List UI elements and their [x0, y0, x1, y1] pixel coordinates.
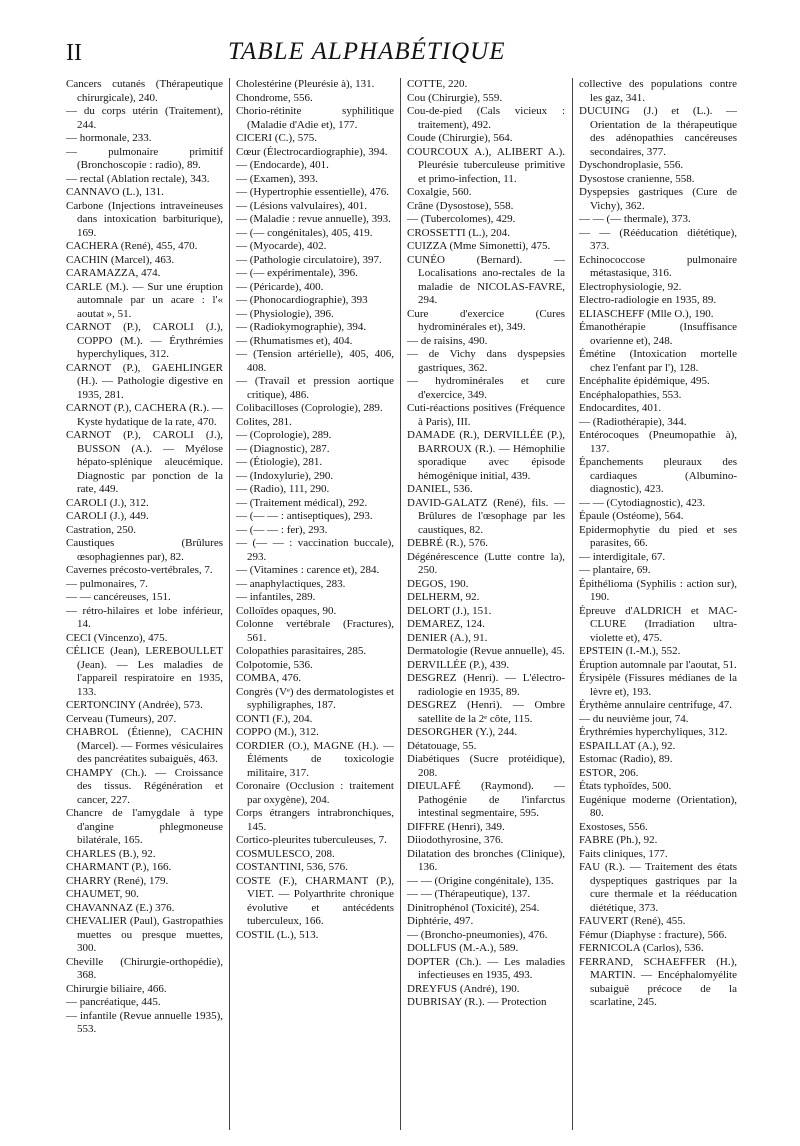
index-entry: Dysostose cranienne, 558. [579, 172, 695, 185]
index-entry: CHARRY (René), 179. [66, 874, 169, 887]
index-entry: — rectal (Ablation rectale), 343. [66, 172, 210, 185]
index-entry: FERRAND, SCHAEFFER (H.), MARTIN. — Encéphalomyélite subaiguë précoce de la scarlatine, 245. [579, 955, 737, 1008]
index-entry: FAU (R.). — Traitement des états dyspeptiques gastriques par la cure thermale et la rééducation diététique, 373. [579, 861, 737, 914]
index-entry: — (Vitamines : carence et), 284. [236, 564, 380, 576]
index-entry: COSMULESCO, 208. [236, 847, 335, 860]
index-entry: Chancre de l'amygdale à type d'angine phlegmoneuse bilatérale, 165. [66, 807, 223, 846]
index-entry: Cholestérine (Pleurésie à), 131. [236, 78, 375, 90]
index-entry: — — (— thermale), 373. [579, 213, 691, 225]
index-entry: ESTOR, 206. [579, 766, 639, 779]
index-entry: Émétine (Intoxication mortelle chez l'enfant par l'), 128. [579, 348, 737, 374]
index-entry: — (Myocarde), 402. [236, 240, 327, 252]
index-entry: COSTANTINI, 536, 576. [236, 861, 348, 873]
index-entry: Dyschondroplasie, 556. [579, 159, 684, 171]
index-entry: — — (Cytodiagnostic), 423. [579, 496, 706, 509]
index-entry: collective des populations contre les gaz, 341. [579, 78, 737, 104]
column-divider [229, 78, 230, 1130]
index-entry: Cuti-réactions positives (Fréquence à Paris), III. [407, 402, 565, 428]
index-entry: Congrès (Vᵉ) des dermatologistes et syphiligraphes, 187. [236, 685, 394, 711]
index-entry: — plantaire, 69. [579, 564, 651, 576]
index-entry: Colibacilloses (Coprologie), 289. [236, 402, 383, 414]
index-entry: États typhoïdes, 500. [579, 780, 672, 792]
index-entry: — interdigitale, 67. [579, 550, 666, 563]
index-entry: Endocardites, 401. [579, 402, 662, 414]
index-entry: Dyspepsies gastriques (Cure de Vichy), 362. [579, 186, 737, 212]
index-entry: Dermatologie (Revue annuelle), 45. [407, 645, 565, 657]
index-entry: Cœur (Électrocardiographie), 394. [236, 145, 388, 158]
index-entry: CACHIN (Marcel), 463. [66, 253, 175, 266]
index-entry: Echinococcose pulmonaire métastasique, 316. [579, 253, 737, 279]
index-entry: Émanothérapie (Insuffisance ovarienne et), 248. [579, 321, 737, 347]
index-entry: COSTE (F.), CHARMANT (P.), VIET. — Polyarthrite chronique évolutive et antécédents tuberculeux, 166. [236, 874, 394, 927]
index-entry: Épithélioma (Syphilis : action sur), 190. [579, 577, 737, 603]
index-entry: CERTONCINY (Andrée), 573. [66, 699, 203, 711]
index-entry: — anaphylactiques, 283. [236, 577, 346, 590]
index-entry: — (— expérimentale), 396. [236, 267, 358, 279]
index-entry: Colloïdes opaques, 90. [236, 604, 337, 617]
index-entry: DENIER (A.), 91. [407, 631, 488, 644]
index-entry: CÉLICE (Jean), LEREBOULLET (Jean). — Les maladies de l'appareil respiratoire en 1935, 133. [66, 645, 223, 698]
index-entry: Diiodothyrosine, 376. [407, 834, 504, 846]
index-entry: Dilatation des bronches (Clinique), 136. [407, 847, 565, 873]
index-entry: DEMAREZ, 124. [407, 618, 485, 630]
index-entry: DREYFUS (André), 190. [407, 982, 520, 995]
index-entry: Coronaire (Occlusion : traitement par oxygène), 204. [236, 780, 394, 806]
index-entry: Epidermophytie du pied et ses parasites, 66. [579, 523, 737, 549]
index-entry: COTTE, 220. [407, 78, 468, 90]
index-entry: Cortico-pleurites tuberculeuses, 7. [236, 834, 387, 846]
index-entry: — infantiles, 289. [236, 591, 316, 603]
index-column-2 [236, 78, 394, 1128]
index-column-1 [66, 78, 223, 1128]
index-entry: Chorio-rétinite syphilitique (Maladie d'Adie et), 177. [236, 105, 394, 131]
index-entry: Encéphalopathies, 553. [579, 388, 682, 401]
index-entry: Eugénique moderne (Orientation), 80. [579, 793, 737, 819]
index-entry: — pancréatique, 445. [66, 996, 161, 1008]
index-entry: Érysipèle (Fissures médianes de la lèvre et), 193. [579, 672, 737, 698]
index-entry: — (Coprologie), 289. [236, 429, 332, 441]
index-entry: — (Maladie : revue annuelle), 393. [236, 213, 391, 225]
index-entry: — — cancéreuses, 151. [66, 591, 171, 603]
index-entry: — du corps utérin (Traitement), 244. [66, 105, 223, 131]
index-column-3 [407, 78, 565, 1128]
index-entry: Caustiques (Brûlures œsophagiennes par), 82. [66, 537, 223, 563]
index-entry: CANNAVO (L.), 131. [66, 186, 164, 198]
index-entry: — (Physiologie), 396. [236, 307, 334, 320]
index-entry: DERVILLÉE (P.), 439. [407, 658, 510, 671]
index-entry: — (Radio), 111, 290. [236, 483, 330, 495]
index-entry: Diabétiques (Sucre protéidique), 208. [407, 753, 565, 779]
index-entry: CAROLI (J.), 312. [66, 496, 149, 509]
index-entry: — (Endocarde), 401. [236, 159, 329, 171]
index-entry: — infantile (Revue annuelle 1935), 553. [66, 1009, 223, 1035]
index-entry: — (— — : vaccination buccale), 293. [236, 537, 394, 563]
index-entry: CACHERA (René), 455, 470. [66, 240, 198, 252]
index-entry: CHAVANNAZ (E.) 376. [66, 901, 175, 914]
index-entry: Cerveau (Tumeurs), 207. [66, 712, 177, 725]
index-entry: Éruption automnale par l'aoutat, 51. [579, 658, 737, 671]
index-entry: DESGREZ (Henri). — Ombre satellite de la 2ᵉ côte, 115. [407, 699, 565, 725]
index-entry: CROSSETTI (L.), 204. [407, 226, 510, 239]
index-entry: — (Tension artérielle), 405, 406, 408. [236, 348, 394, 374]
index-entry: Coude (Chirurgie), 564. [407, 132, 513, 144]
index-entry: — (Pathologie circulatoire), 397. [236, 253, 382, 266]
index-entry: Entérocoques (Pneumopathie à), 137. [579, 429, 737, 455]
index-entry: Chirurgie biliaire, 466. [66, 982, 167, 995]
index-entry: Cancers cutanés (Thérapeutique chirurgicale), 240. [66, 78, 223, 104]
index-entry: COURCOUX A.), ALIBERT A.). Pleurésie tuberculeuse primitive et primo-infection, 11. [407, 145, 565, 185]
index-entry: Dinitrophénol (Toxicité), 254. [407, 901, 540, 914]
index-entry: — (Travail et pression aortique critique), 486. [236, 375, 394, 401]
index-entry: DESGREZ (Henri). — L'électro-radiologie en 1935, 89. [407, 672, 565, 698]
index-entry: Corps étrangers intrabronchiques, 145. [236, 807, 394, 833]
index-entry: Détatouage, 55. [407, 739, 477, 752]
index-entry: CECI (Vincenzo), 475. [66, 631, 168, 644]
index-entry: DOLLFUS (M.-A.), 589. [407, 942, 519, 954]
index-entry: Érythrémies hyperchyliques, 312. [579, 726, 728, 738]
index-entry: CUIZZA (Mme Simonetti), 475. [407, 240, 551, 252]
index-entry: Carbone (Injections intraveineuses dans intoxication barbiturique), 169. [66, 199, 223, 239]
index-entry: Épanchements pleuraux des cardiaques (Albumino-diagnostic), 423. [579, 456, 737, 495]
index-entry: — — (Thérapeutique), 137. [407, 888, 531, 900]
index-entry: — de Vichy dans dyspepsies gastriques, 362. [407, 348, 565, 374]
index-entry: Dégénérescence (Lutte contre la), 250. [407, 550, 565, 576]
index-entry: ESPAILLAT (A.), 92. [579, 739, 676, 752]
index-entry: — (— — : antiseptiques), 293. [236, 510, 373, 522]
index-entry: — (Péricarde), 400. [236, 280, 324, 293]
index-entry: — (Tubercolomes), 429. [407, 213, 516, 225]
index-entry: Cou-de-pied (Cals vicieux : traitement), 492. [407, 105, 565, 131]
index-entry: CORDIER (O.), MAGNE (H.). — Éléments de toxicologie militaire, 317. [236, 739, 394, 779]
index-entry: CARLE (M.). — Sur une éruption automnale par un acare : l'« aoutat », 51. [66, 280, 223, 320]
index-entry: — (Étiologie), 281. [236, 456, 323, 468]
index-entry: — — (Origine congénitale), 135. [407, 874, 554, 887]
index-entry: Épaule (Ostéome), 564. [579, 510, 684, 522]
index-entry: — pulmonaire primitif (Bronchoscopie : radio), 89. [66, 145, 223, 171]
index-entry: Colonne vertébrale (Fractures), 561. [236, 618, 394, 644]
index-entry: DAVID-GALATZ (René), fils. — Brûlures de l'œsophage par les caustiques, 82. [407, 496, 565, 536]
index-entry: — (Hypertrophie essentielle), 476. [236, 186, 390, 198]
index-entry: — (Phonocardiographie), 393 [236, 294, 368, 306]
index-entry: — du neuvième jour, 74. [579, 712, 689, 725]
index-entry: CUNÉO (Bernard). — Localisations ano-rectales de la maladie de NICOLAS-FAVRE, 294. [407, 253, 565, 306]
index-entry: COPPO (M.), 312. [236, 726, 319, 738]
index-entry: FAUVERT (René), 455. [579, 915, 686, 927]
index-entry: — (Diagnostic), 287. [236, 442, 330, 455]
index-entry: CICERI (C.), 575. [236, 132, 317, 144]
index-entry: DUBRISAY (R.). — Protection [407, 996, 547, 1008]
index-entry: — (Radiothérapie), 344. [579, 415, 687, 428]
index-entry: Chondrome, 556. [236, 91, 313, 104]
index-entry: — pulmonaires, 7. [66, 577, 148, 590]
index-entry: Fémur (Diaphyse : fracture), 566. [579, 928, 727, 941]
index-entry: Exostoses, 556. [579, 820, 648, 833]
page-title: TABLE ALPHABÉTIQUE [228, 38, 506, 65]
index-entry: FERNICOLA (Carlos), 536. [579, 942, 704, 954]
index-entry: DAMADE (R.), DERVILLÉE (P.), BARROUX (R.). — Hémophilie sporadique avec épisode hémogénique initial, 439. [407, 429, 565, 482]
index-entry: COSTIL (L.), 513. [236, 928, 319, 941]
index-entry: — (Lésions valvulaires), 401. [236, 199, 368, 212]
index-entry: Cou (Chirurgie), 559. [407, 91, 503, 104]
index-entry: — (Traitement médical), 292. [236, 496, 368, 509]
index-entry: Faits cliniques, 177. [579, 847, 668, 860]
index-entry: CHARMANT (P.), 166. [66, 861, 172, 873]
index-entry: Colopathies parasitaires, 285. [236, 645, 367, 657]
index-entry: — (— — : fer), 293. [236, 523, 328, 536]
index-entry: — — (Rééducation diététique), 373. [579, 226, 737, 252]
index-entry: EPSTEIN (I.-M.), 552. [579, 645, 681, 657]
index-entry: Encéphalite épidémique, 495. [579, 375, 710, 387]
index-entry: CHARLES (B.), 92. [66, 847, 156, 860]
index-entry: — (Rhumatismes et), 404. [236, 334, 353, 347]
index-entry: — hydrominérales et cure d'exercice, 349. [407, 375, 565, 401]
index-entry: — (Examen), 393. [236, 172, 318, 185]
index-entry: Érythème annulaire centrifuge, 47. [579, 699, 733, 711]
index-entry: — hormonale, 233. [66, 132, 152, 144]
index-entry: Coxalgie, 560. [407, 186, 472, 198]
index-entry: Electro-radiologie en 1935, 89. [579, 294, 717, 306]
column-divider [400, 78, 401, 1130]
index-entry: CHABROL (Étienne), CACHIN (Marcel). — Formes vésiculaires des pancréatites subaiguës, 463. [66, 726, 223, 765]
index-entry: CARAMAZZA, 474. [66, 267, 161, 279]
index-entry: CONTI (F.), 204. [236, 712, 313, 725]
index-entry: Diphtérie, 497. [407, 915, 474, 927]
index-entry: Estomac (Radio), 89. [579, 753, 673, 765]
index-entry: DIEULAFÉ (Raymond). — Pathogénie de l'infarctus intestinal segmentaire, 595. [407, 780, 565, 819]
index-entry: CHAMPY (Ch.). — Croissance des tissus. Régénération et cancer, 227. [66, 766, 223, 806]
index-entry: Épreuve d'ALDRICH et MAC-CLURE (Irradiation ultra-violette et), 475. [579, 604, 737, 644]
index-entry: Castration, 250. [66, 523, 136, 536]
index-entry: Crâne (Dysostose), 558. [407, 199, 514, 212]
index-entry: Colpotomie, 536. [236, 658, 313, 671]
page-number: II [66, 40, 82, 66]
index-entry: ELIASCHEFF (Mlle O.), 190. [579, 307, 714, 320]
column-divider [572, 78, 573, 1130]
index-entry: DANIEL, 536. [407, 483, 473, 495]
index-entry: Electrophysiologie, 92. [579, 280, 682, 293]
index-entry: — de raisins, 490. [407, 334, 488, 347]
index-entry: Colites, 281. [236, 415, 292, 428]
index-entry: — (Radiokymographie), 394. [236, 321, 367, 333]
index-entry: CARNOT (P.), CAROLI (J.), COPPO (M.). — Érythrémies hyperchyliques, 312. [66, 321, 223, 360]
index-entry: DIFFRE (Henri), 349. [407, 820, 505, 833]
index-entry: DELHERM, 92. [407, 591, 480, 603]
index-entry: CHAUMET, 90. [66, 888, 139, 900]
index-entry: CARNOT (P.), CAROLI (J.), BUSSON (A.). — Myélose hépato-splénique aleucémique. Diagnostic par ponction de la rate, 449. [66, 429, 223, 495]
index-column-4 [579, 78, 737, 1128]
index-entry: Cure d'exercice (Cures hydrominérales et), 349. [407, 307, 565, 333]
index-entry: — (Broncho-pneumonies), 476. [407, 928, 548, 941]
index-entry: DEBRÉ (R.), 576. [407, 537, 488, 549]
index-entry: DUCUING (J.) et (L.). — Orientation de la thérapeutique des adénopathies cancéreuses secondaires, 377. [579, 105, 737, 158]
index-entry: — rétro-hilaires et lobe inférieur, 14. [66, 604, 223, 630]
index-entry: DESORGHER (Y.), 244. [407, 726, 518, 738]
index-entry: — (Indoxylurie), 290. [236, 469, 334, 482]
index-entry: DOPTER (Ch.). — Les maladies infectieuses en 1935, 493. [407, 955, 565, 981]
index-entry: DEGOS, 190. [407, 577, 469, 590]
index-entry: Cheville (Chirurgie-orthopédie), 368. [66, 955, 223, 981]
index-entry: DELORT (J.), 151. [407, 604, 492, 617]
index-entry: CARNOT (P.), GAEHLINGER (H.). — Pathologie digestive en 1935, 281. [66, 361, 223, 401]
index-entry: CAROLI (J.), 449. [66, 510, 149, 522]
index-entry: COMBA, 476. [236, 672, 302, 684]
index-entry: FABRE (Ph.), 92. [579, 834, 658, 846]
index-entry: — (— congénitales), 405, 419. [236, 226, 373, 239]
index-entry: Cavernes précosto-vertébrales, 7. [66, 564, 213, 576]
index-entry: CHEVALIER (Paul), Gastropathies muettes ou presque muettes, 300. [66, 915, 223, 954]
index-entry: CARNOT (P.), CACHERA (R.). — Kyste hydatique de la rate, 470. [66, 402, 223, 428]
